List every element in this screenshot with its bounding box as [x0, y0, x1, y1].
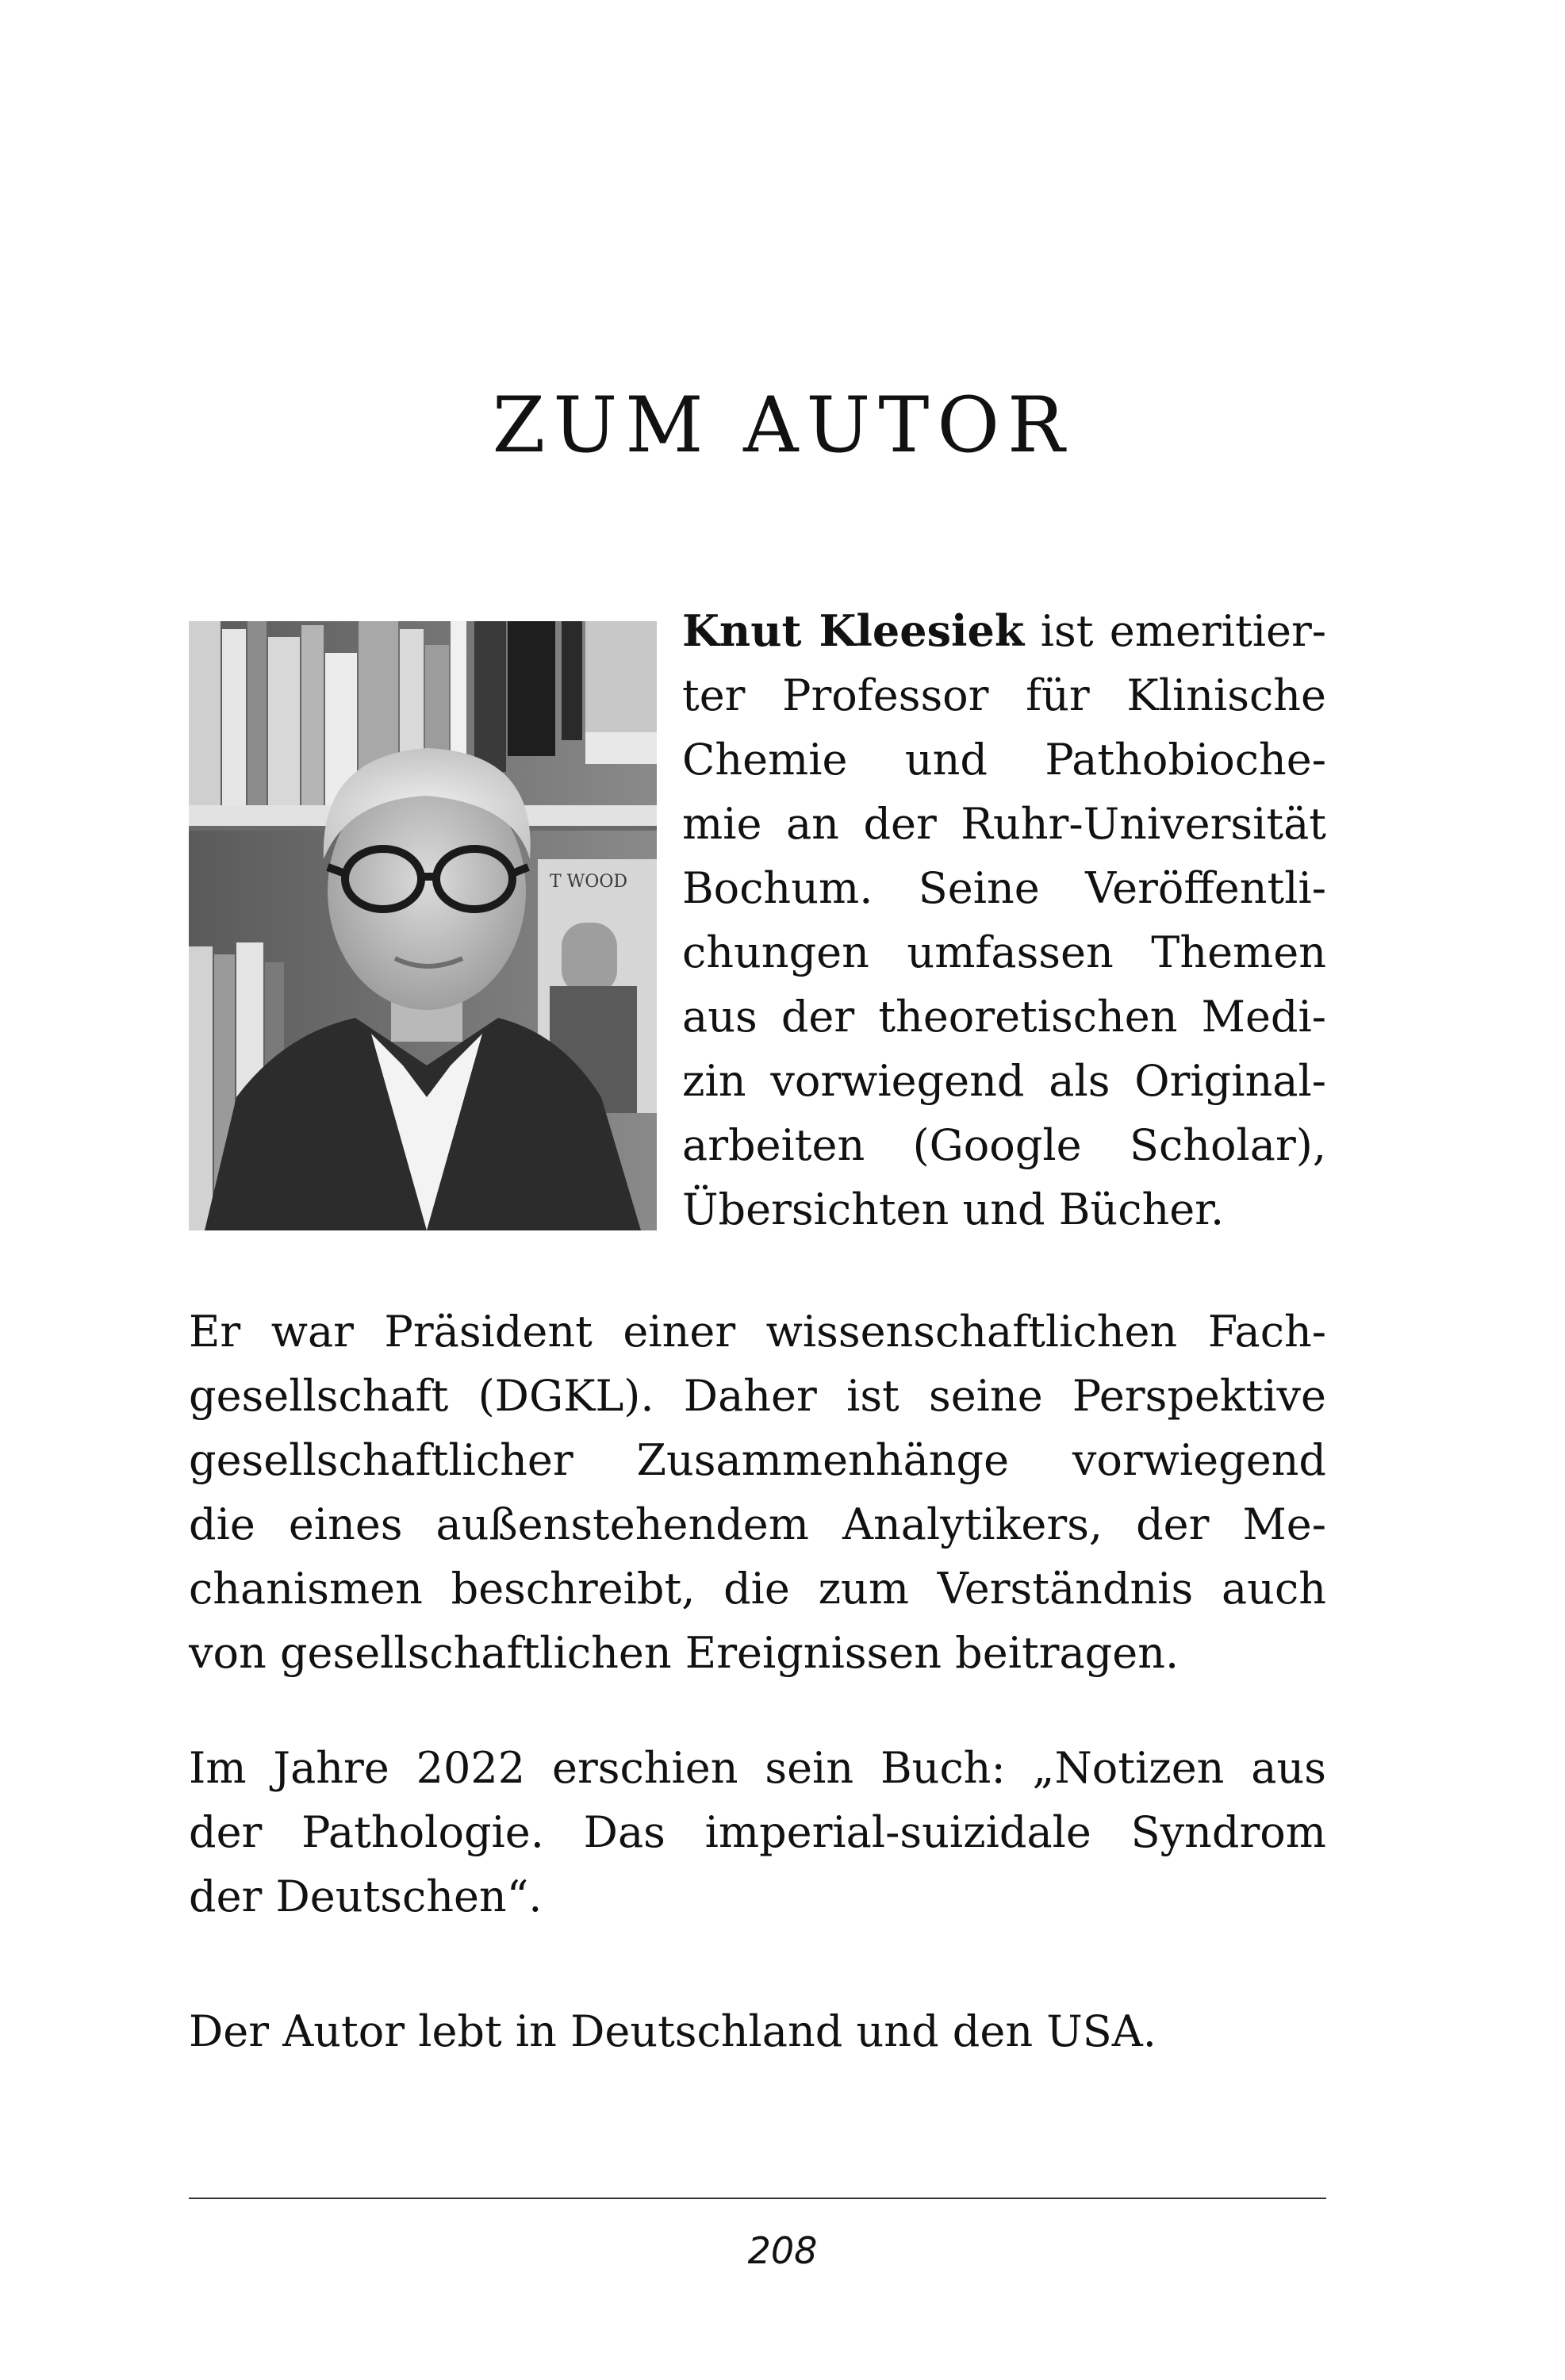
text-line: chungen umfassen Themen: [682, 927, 1326, 977]
text-line: Knut Kleesiek ist emeritier-: [682, 605, 1326, 656]
residence-paragraph: [189, 1999, 1326, 2063]
author-name: Knut Kleesiek: [682, 605, 1025, 656]
author-photo: [189, 621, 657, 1230]
text-line: der Deutschen“.: [189, 1871, 543, 1921]
text-line: arbeiten (Google Scholar),: [682, 1120, 1326, 1170]
author-bio-paragraph: [682, 599, 1326, 1242]
text-line: Chemie und Pathobioche-: [682, 735, 1326, 785]
book-spine-text: T WOOD: [550, 872, 627, 892]
text-line: ter Professor für Klinische: [682, 670, 1326, 720]
text-line: mie an der Ruhr-Universität: [682, 799, 1326, 849]
text-line: aus der theoretischen Medi-: [682, 992, 1326, 1042]
text-line: zin vorwiegend als Original-: [682, 1056, 1326, 1106]
book-paragraph: [189, 1736, 1326, 1929]
text-line: gesellschaftlicher Zusammenhänge vorwiegend: [189, 1435, 1326, 1485]
text-line: Der Autor lebt in Deutschland und den USA.: [189, 2006, 1156, 2056]
text-line: von gesellschaftlichen Ereignissen beitragen.: [189, 1628, 1180, 1678]
text-line: gesellschaft (DGKL). Daher ist seine Perspektive: [189, 1371, 1326, 1421]
text-line: Er war Präsident einer wissenschaftlichen Fach-: [189, 1307, 1326, 1357]
text-line: die eines außenstehendem Analytikers, der Me-: [189, 1499, 1326, 1549]
author-portrait-image: [189, 621, 657, 1230]
text-line: Übersichten und Bücher.: [682, 1184, 1225, 1234]
text-line: Bochum. Seine Veröffentli-: [682, 863, 1326, 913]
text-line: der Pathologie. Das imperial-suizidale Syndrom: [189, 1807, 1326, 1857]
footer-divider: [189, 2198, 1326, 2199]
presidency-paragraph: [189, 1299, 1326, 1685]
page-title: ZUM AUTOR: [492, 381, 1073, 470]
text-line: chanismen beschreibt, die zum Verständnis auch: [189, 1564, 1326, 1614]
page-number: 208: [747, 2229, 818, 2272]
text-line: Im Jahre 2022 erschien sein Buch: „Notizen aus: [189, 1743, 1326, 1793]
